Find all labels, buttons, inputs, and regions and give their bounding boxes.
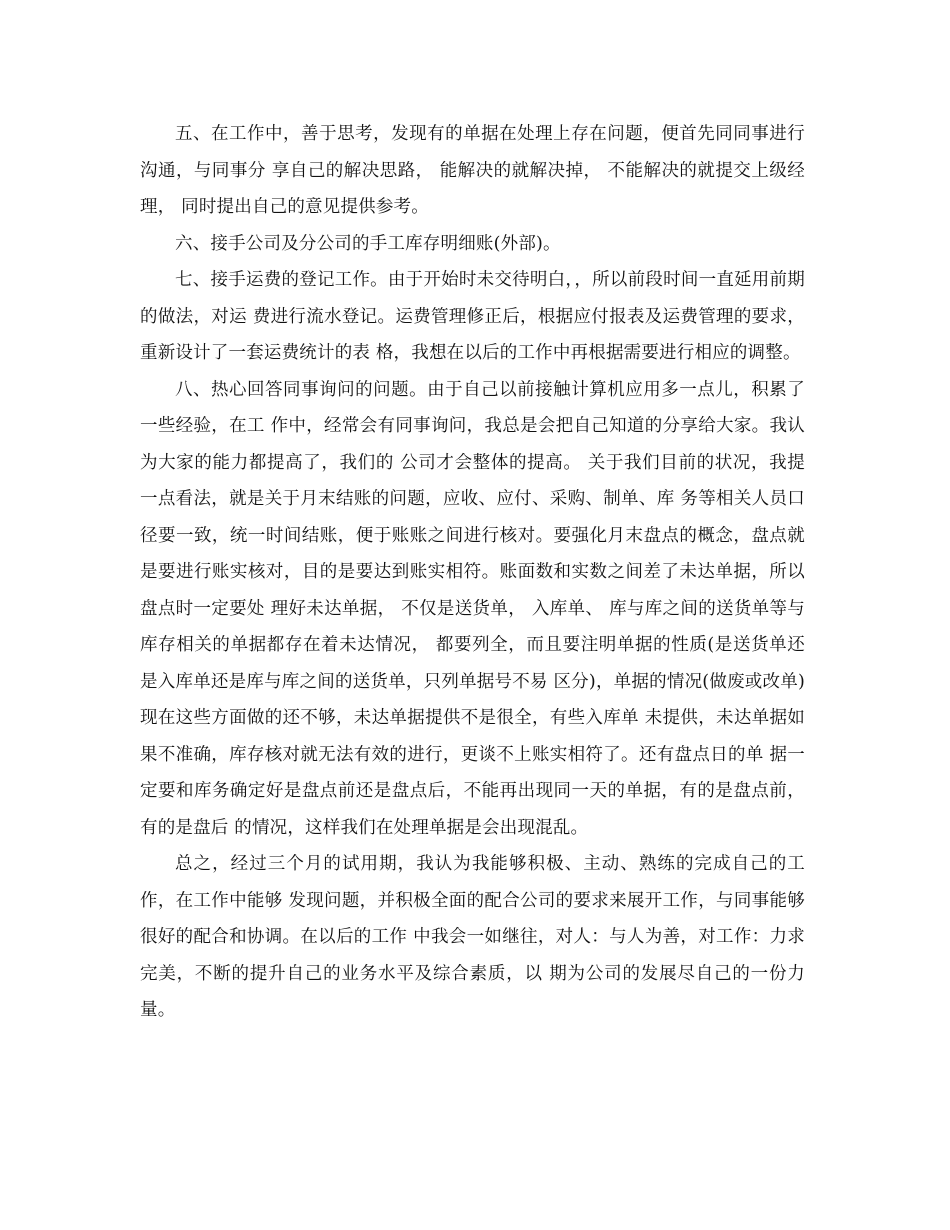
- paragraph-eight: 八、热心回答同事询问的问题。由于自己以前接触计算机应用多一点儿，积累了一些经验，在工 作中，经常会有同事询问，我总是会把自己知道的分享给大家。我认为大家的能力都提高了，我们的 公司才会整体的提高。 关于我们目前的状况，我提一点看法，就是关于月末结账的问题，应收、应付、采购、制单、库 务等相关人员口径要一致，统一时间结账，便于账账之间进行核对。要强化月末盘点的概念，盘点就 是要进行账实核对，目的是要达到账实相符。账面数和实数之间差了未达单据，所以盘点时一定要处 理好未达单据， 不仅是送货单， 入库单、 库与库之间的送货单等与库存相关的单据都存在着未达情况， 都要列全，而且要注明单据的性质(是送货单还是入库单还是库与库之间的送货单，只列单据号不易 区分)，单据的情况(做废或改单)现在这些方面做的还不够，未达单据提供不是很全，有些入库单 未提供，未达单据如果不准确，库存核对就无法有效的进行，更谈不上账实相符了。还有盘点日的单 据一定要和库务确定好是盘点前还是盘点后，不能再出现同一天的单据，有的是盘点前，有的是盘后 的情况，这样我们在处理单据是会出现混乱。: [140, 379, 805, 838]
- paragraph-seven: 七、接手运费的登记工作。由于开始时未交待明白，，所以前段时间一直延用前期的做法，对运 费进行流水登记。运费管理修正后，根据应付报表及运费管理的要求，重新设计了一套运费统计的表 格，我想在以后的工作中再根据需要进行相应的调整。: [140, 270, 805, 363]
- paragraph-five: 五、在工作中，善于思考，发现有的单据在处理上存在问题，便首先同同事进行沟通，与同事分 享自己的解决思路， 能解决的就解决掉， 不能解决的就提交上级经理， 同时提出自己的意见提供参考。: [140, 124, 805, 217]
- paragraph-conclusion: 总之，经过三个月的试用期，我认为我能够积极、主动、熟练的完成自己的工作，在工作中能够 发现问题，并积极全面的配合公司的要求来展开工作，与同事能够很好的配合和协调。在以后的工作 中我会一如继往，对人：与人为善，对工作：力求完美，不断的提升自己的业务水平及综合素质，以 期为公司的发展尽自己的一份力量。: [140, 854, 805, 1020]
- paragraph-six: 六、接手公司及分公司的手工库存明细账(外部)。: [175, 233, 561, 254]
- document-body: [140, 116, 805, 1029]
